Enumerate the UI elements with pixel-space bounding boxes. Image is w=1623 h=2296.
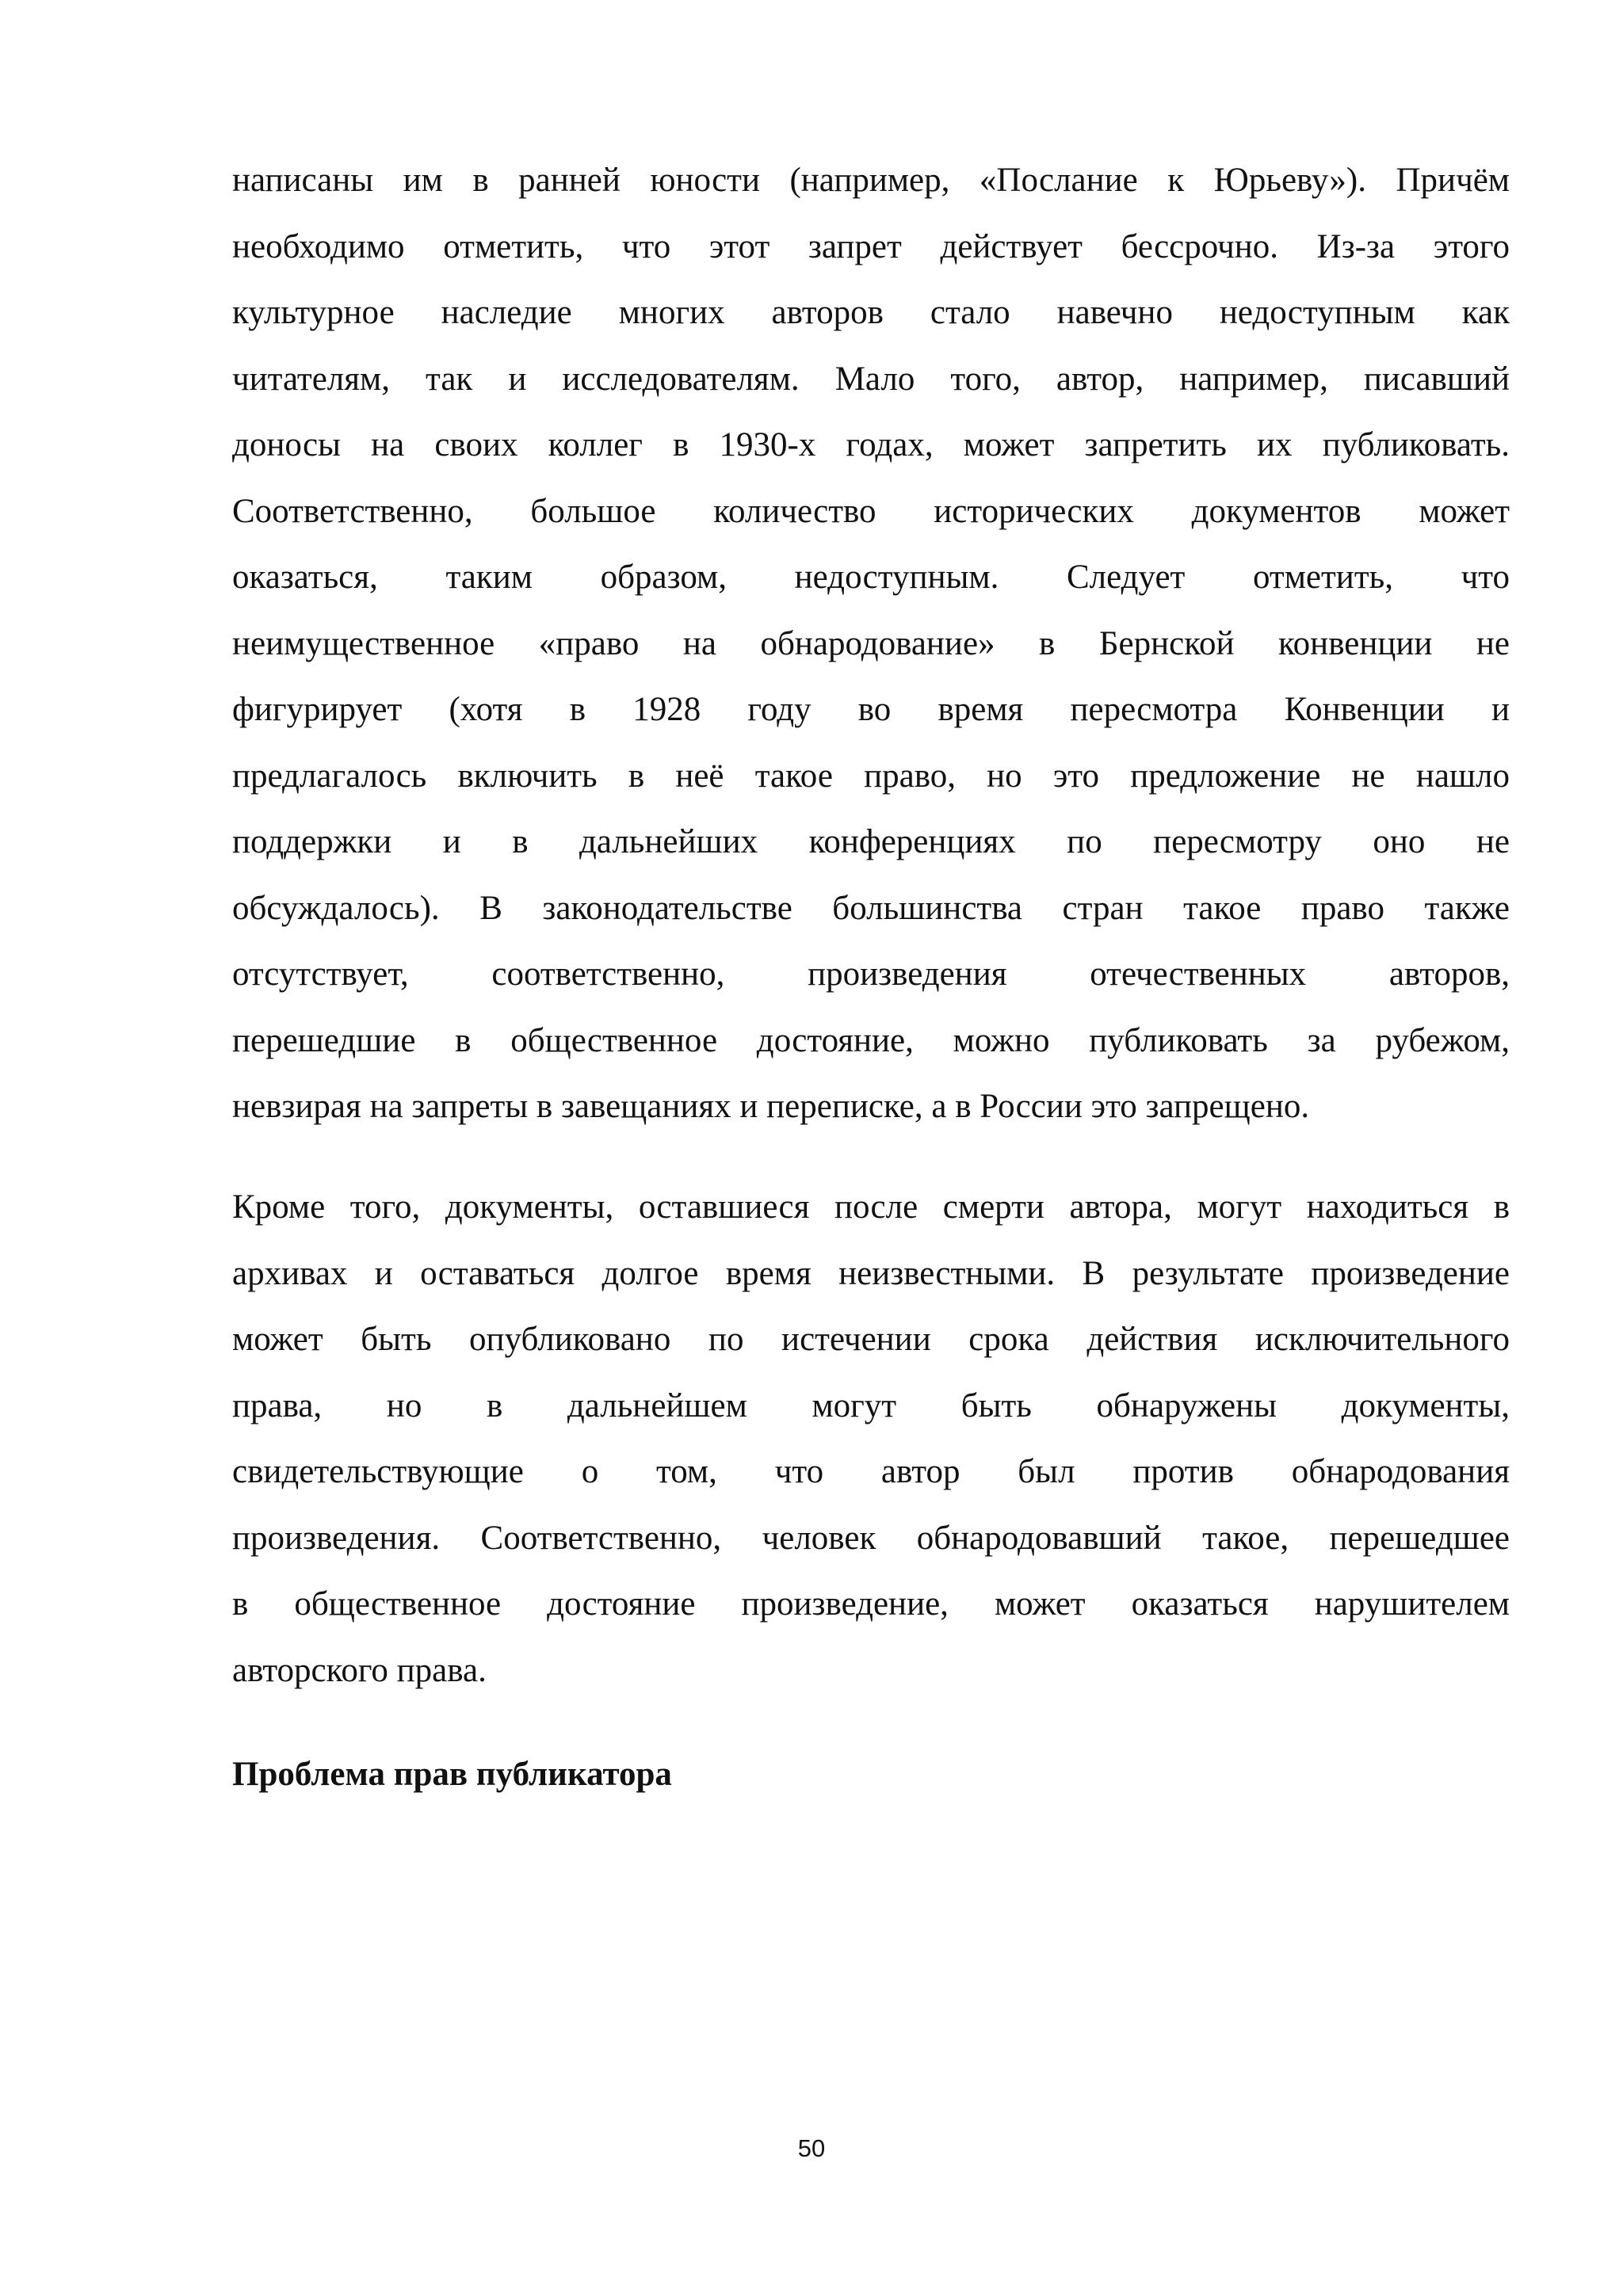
- paragraph-1-line: фигурирует (хотя в 1928 году во время пересмотра Конвенции и: [232, 691, 1510, 728]
- paragraph-1-line: доносы на своих коллег в 1930-х годах, может запретить их публиковать.: [232, 426, 1510, 463]
- paragraph-2-line: архивах и оставаться долгое время неизвестными. В результате произведение: [232, 1254, 1510, 1292]
- paragraph-2: [232, 1174, 1510, 1703]
- paragraph-1-line: Соответственно, большое количество исторических документов может: [232, 492, 1510, 530]
- paragraph-1-line: неимущественное «право на обнародование» в Бернской конвенции не: [232, 624, 1510, 662]
- paragraph-2-line: может быть опубликовано по истечении срока действия исключительного: [232, 1321, 1510, 1358]
- paragraph-2-line: в общественное достояние произведение, может оказаться нарушителем: [232, 1585, 1510, 1623]
- section-heading: Проблема прав публикатора: [232, 1756, 672, 1793]
- paragraph-2-line: Кроме того, документы, оставшиеся после смерти автора, могут находиться в: [232, 1188, 1510, 1226]
- paragraph-2-line: авторского права.: [232, 1651, 487, 1689]
- paragraph-1-line: обсуждалось). В законодательстве большинства стран такое право также: [232, 889, 1510, 927]
- page-number: 50: [797, 2134, 826, 2162]
- paragraph-1-line: необходимо отметить, что этот запрет действует бессрочно. Из-за этого: [232, 227, 1510, 265]
- paragraph-1-line: читателям, так и исследователям. Мало того, автор, например, писавший: [232, 360, 1510, 398]
- paragraph-1-line: культурное наследие многих авторов стало навечно недоступным как: [232, 294, 1510, 331]
- paragraph-2-line: права, но в дальнейшем могут быть обнаружены документы,: [232, 1386, 1510, 1425]
- paragraph-1-line: невзирая на запреты в завещаниях и переписке, а в России это запрещено.: [232, 1088, 1310, 1125]
- paragraph-2-line: свидетельствующие о том, что автор был против обнародования: [232, 1453, 1510, 1490]
- paragraph-1-line: поддержки и в дальнейших конференциях по пересмотру оно не: [232, 823, 1510, 860]
- paragraph-2-line: произведения. Соответственно, человек обнародовавший такое, перешедшее: [232, 1519, 1510, 1557]
- paragraph-1-line: написаны им в ранней юности (например, «Послание к Юрьеву»). Причём: [232, 162, 1510, 199]
- paragraph-1-line: оказаться, таким образом, недоступным. Следует отметить, что: [232, 559, 1510, 596]
- paragraph-1-line: отсутствует, соответственно, произведения отечественных авторов,: [232, 955, 1510, 993]
- paragraph-1-line: предлагалось включить в неё такое право, но это предложение не нашло: [232, 757, 1510, 795]
- paragraph-1-line: перешедшие в общественное достояние, можно публиковать за рубежом,: [232, 1021, 1510, 1059]
- paragraph-1: [232, 147, 1510, 1140]
